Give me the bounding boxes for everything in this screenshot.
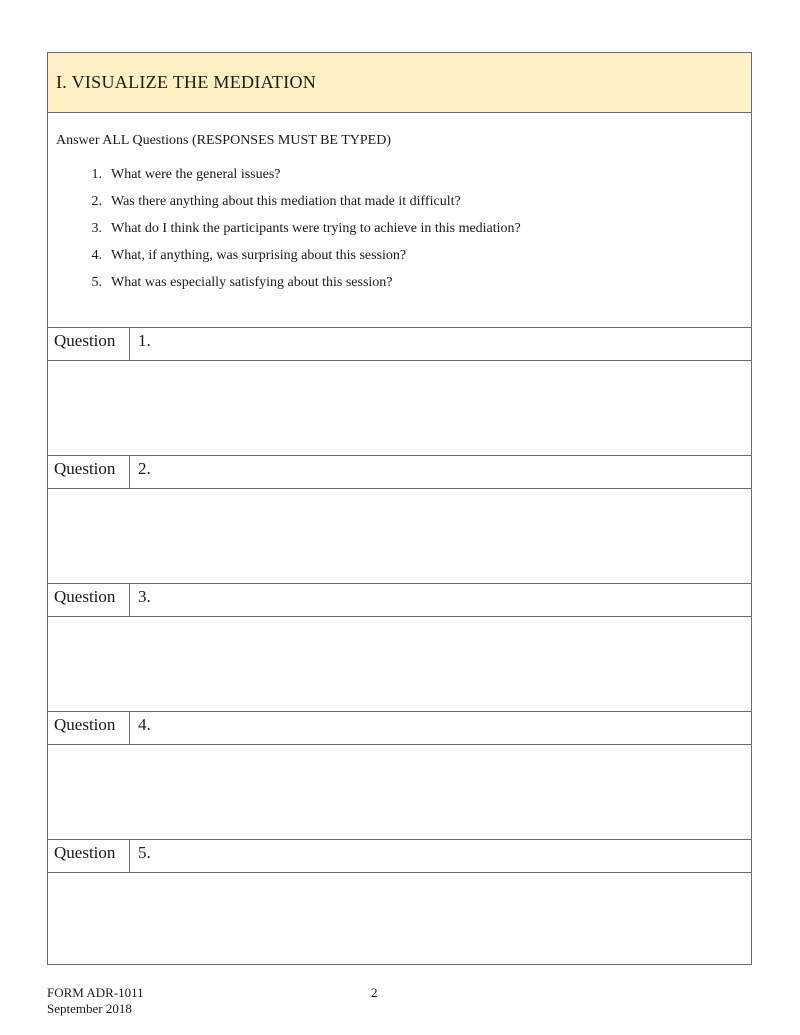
response-label: Question: [48, 584, 130, 616]
form-date: September 2018: [47, 1001, 132, 1016]
response-label: Question: [48, 712, 130, 744]
instructions-block: [48, 113, 751, 328]
response-header-4: [48, 712, 751, 745]
answer-field-2[interactable]: [48, 489, 751, 584]
footer: [47, 985, 447, 1017]
response-number: 1.: [138, 331, 151, 350]
question-text: What, if anything, was surprising about this session?: [111, 248, 407, 263]
answer-field-1[interactable]: [48, 361, 751, 456]
section-header: [48, 53, 751, 113]
question-list: [56, 165, 751, 300]
response-label: Question: [48, 840, 130, 872]
instruction-text: Answer ALL Questions (RESPONSES MUST BE TYPED): [56, 133, 391, 148]
response-number: 2.: [138, 459, 151, 478]
question-number: 3.: [91, 221, 102, 236]
response-number: 3.: [138, 587, 151, 606]
answer-field-4[interactable]: [48, 745, 751, 840]
response-label: Question: [48, 456, 130, 488]
response-header-1: [48, 328, 751, 361]
page-number: 2: [371, 985, 378, 1000]
question-number: 4.: [91, 248, 102, 263]
question-text: What was especially satisfying about this session?: [111, 275, 393, 290]
question-number: 1.: [91, 167, 102, 182]
response-number: 5.: [138, 843, 151, 862]
mediation-form: [47, 52, 752, 965]
answer-field-5[interactable]: [48, 873, 751, 966]
list-item: [56, 246, 751, 273]
question-number: 2.: [91, 194, 102, 209]
question-text: What do I think the participants were trying to achieve in this mediation?: [111, 221, 521, 236]
list-item: [56, 219, 751, 246]
section-title: I. VISUALIZE THE MEDIATION: [56, 72, 317, 92]
response-header-2: [48, 456, 751, 489]
list-item: [56, 273, 751, 300]
question-text: What were the general issues?: [111, 167, 281, 182]
response-label: Question: [48, 328, 130, 360]
answer-field-3[interactable]: [48, 617, 751, 712]
list-item: [56, 192, 751, 219]
response-header-3: [48, 584, 751, 617]
form-id: FORM ADR-1011: [47, 985, 144, 1000]
question-number: 5.: [91, 275, 102, 290]
response-number: 4.: [138, 715, 151, 734]
question-text: Was there anything about this mediation that made it difficult?: [111, 194, 461, 209]
list-item: [56, 165, 751, 192]
response-header-5: [48, 840, 751, 873]
